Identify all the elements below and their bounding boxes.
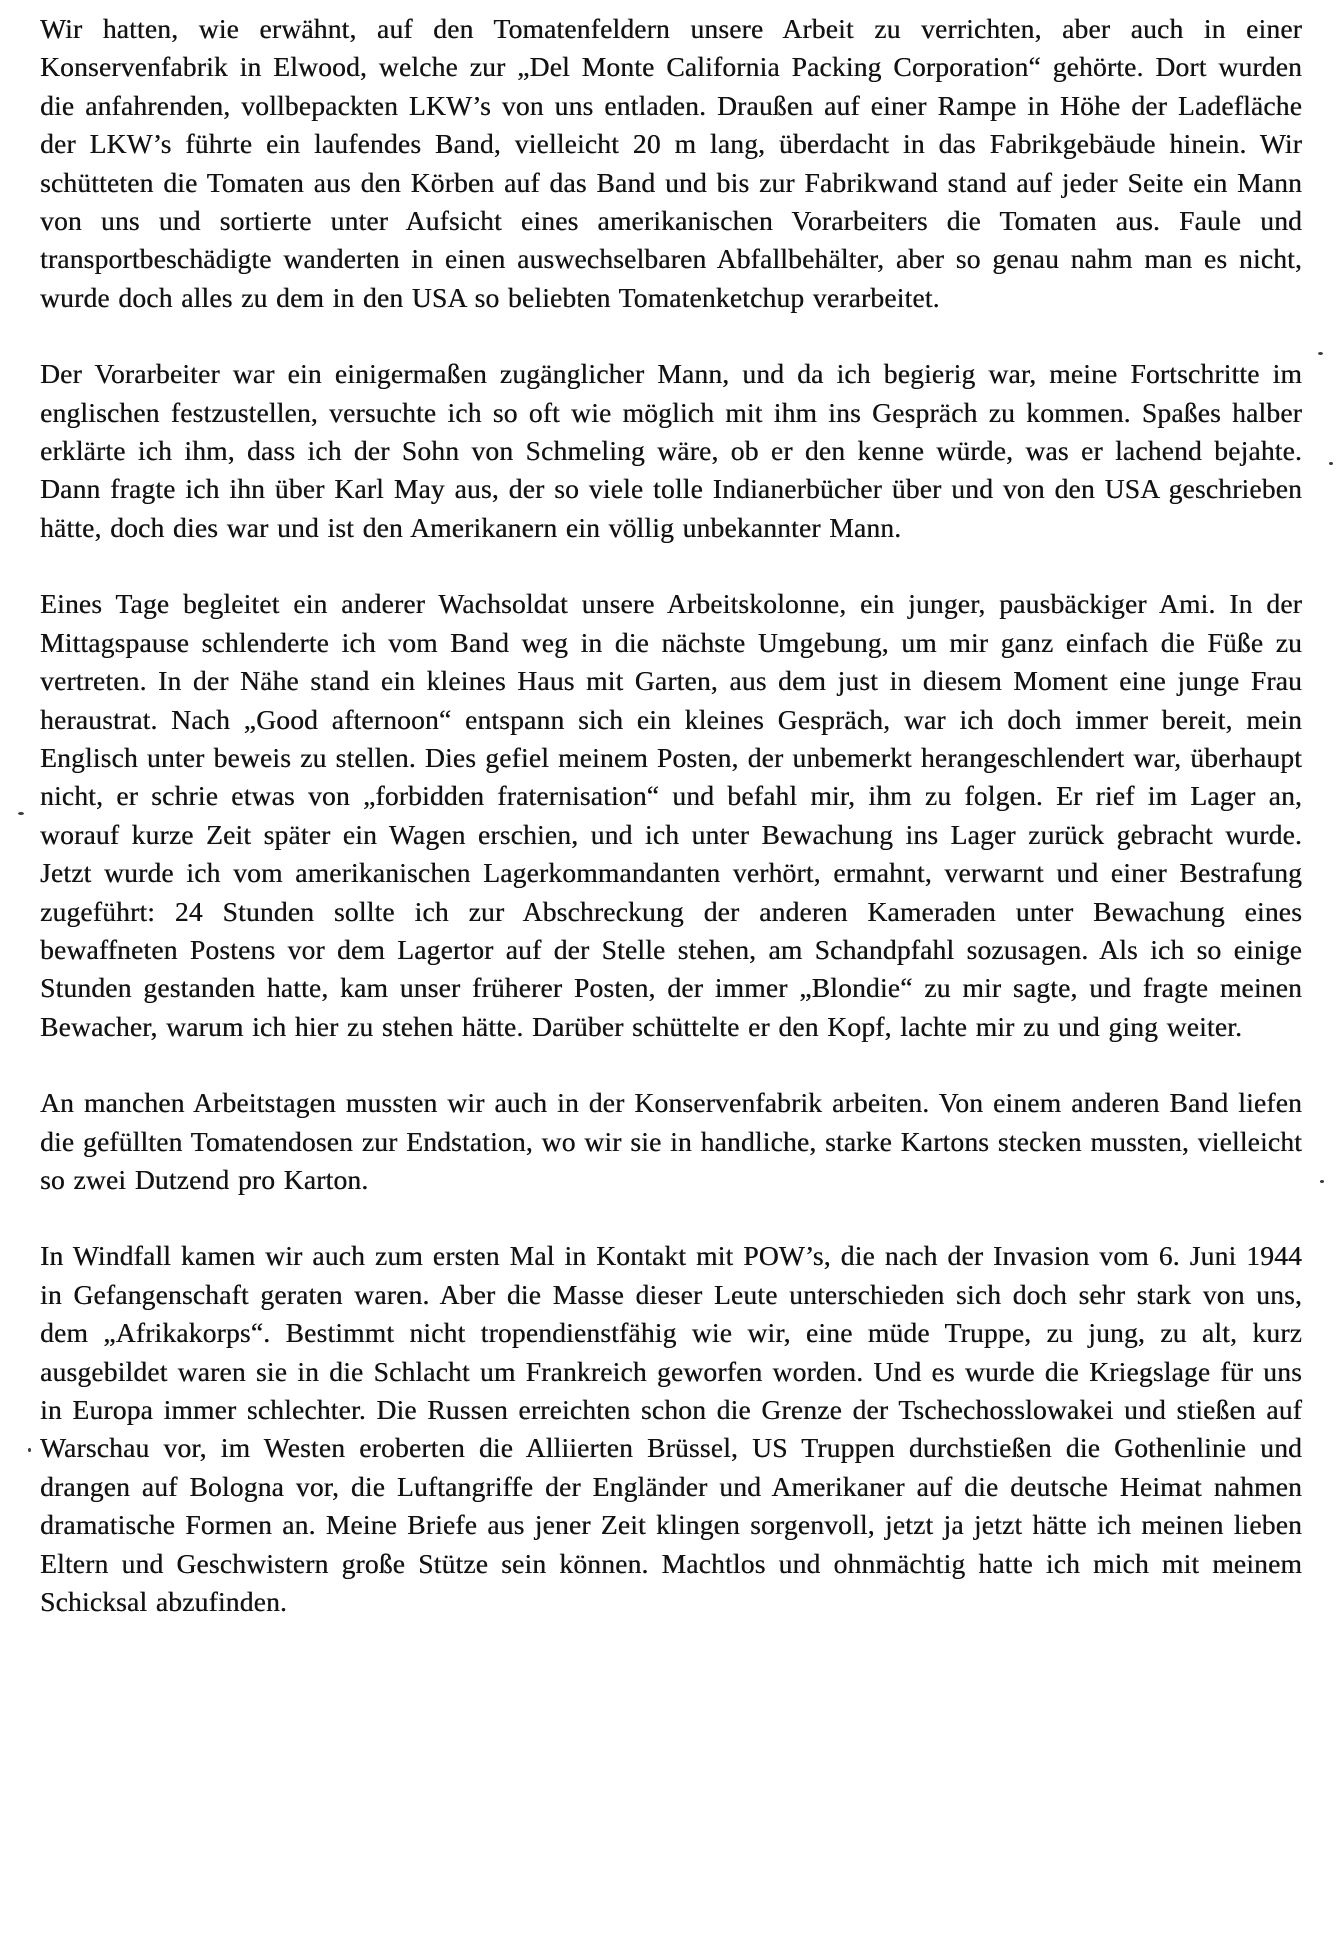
paragraph-guard-incident-punishment: Eines Tage begleitet ein anderer Wachsoldat unsere Arbeitskolonne, ein junger, pausbäckiger Ami. In der Mittagspause schlenderte ich vom Band weg in die nächste Umgebung, um mir ganz einfach die Füße zu vertreten. In der Nähe stand ein kleines Haus mit Garten, aus dem just in diesem Moment eine junge Frau heraustrat. Nach „Good afternoon“ entspann sich ein kleines Gespräch, war ich doch immer bereit, mein Englisch unter beweis zu stellen. Dies gefiel meinem Posten, der unbemerkt herangeschlendert war, überhaupt nicht, er schrie etwas von „forbidden fraternisation“ und befahl mir, ihm zu folgen. Er rief im Lager an, worauf kurze Zeit später ein Wagen erschien, und ich unter Bewachung ins Lager zurück gebracht wurde. Jetzt wurde ich vom amerikanischen Lagerkommandanten verhört, ermahnt, verwarnt und einer Bestrafung zugeführt: 24 Stunden sollte ich zur Abschreckung der anderen Kameraden unter Bewachung eines bewaffneten Postens vor dem Lagertor auf der Stelle stehen, am Schandpfahl sozusagen. Als ich so einige Stunden gestanden hatte, kam unser früherer Posten, der immer „Blondie“ zu mir sagte, und fragte meinen Bewacher, warum ich hier zu stehen hätte. Darüber schüttelte er den Kopf, lachte mir zu und ging weiter. (40, 588, 1302, 1042)
scan-speck (18, 812, 24, 815)
scan-speck (1320, 1180, 1324, 1183)
paragraph-cannery-cartons: An manchen Arbeitstagen mussten wir auch in der Konservenfabrik arbeiten. Von einem anderen Band liefen die gefüllten Tomatendosen zur Endstation, wo wir sie in handliche, starke Kartons stecken mussten, vielleicht so zwei Dutzend pro Karton. (40, 1087, 1302, 1195)
paragraph-foreman-conversations: Der Vorarbeiter war ein einigermaßen zugänglicher Mann, und da ich begierig war, meine Fortschritte im englischen festzustellen, versuchte ich so oft wie möglich mit ihm ins Gespräch zu kommen. Spaßes halber erklärte ich ihm, dass ich der Sohn von Schmeling wäre, ob er den kenne würde, was er lachend bejahte. Dann fragte ich ihn über Karl May aus, der so viele tolle Indianerbücher über und von den USA geschrieben hätte, doch dies war und ist den Amerikanern ein völlig unbekannter Mann. (40, 358, 1302, 543)
document-page (40, 10, 1302, 1621)
paragraph-pows-war-situation: In Windfall kamen wir auch zum ersten Mal in Kontakt mit POW’s, die nach der Invasion vom 6. Juni 1944 in Gefangenschaft geraten waren. Aber die Masse dieser Leute unterschieden sich doch sehr stark von uns, dem „Afrikakorps“. Bestimmt nicht tropendienstfähig wie wir, eine müde Truppe, zu jung, zu alt, kurz ausgebildet waren sie in die Schlacht um Frankreich geworfen worden. Und es wurde die Kriegslage für uns in Europa immer schlechter. Die Russen erreichten schon die Grenze der Tschechosslowakei und stießen auf Warschau vor, im Westen eroberten die Alliierten Brüssel, US Truppen durchstießen die Gothenlinie und drangen auf Bologna vor, die Luftangriffe der Engländer und Amerikaner auf die deutsche Heimat nahmen dramatische Formen an. Meine Briefe aus jener Zeit klingen sorgenvoll, jetzt ja jetzt hätte ich meinen lieben Eltern und Geschwistern große Stütze sein können. Machtlos und ohnmächtig hatte ich mich mit meinem Schicksal abzufinden. (40, 1240, 1302, 1618)
paragraph-tomato-fields-cannery: Wir hatten, wie erwähnt, auf den Tomatenfeldern unsere Arbeit zu verrichten, aber auch in einer Konservenfabrik in Elwood, welche zur „Del Monte California Packing Corporation“ gehörte. Dort wurden die anfahrenden, vollbepackten LKW’s von uns entladen. Draußen auf einer Rampe in Höhe der Ladefläche der LKW’s führte ein laufendes Band, vielleicht 20 m lang, überdacht in das Fabrikgebäude hinein. Wir schütteten die Tomaten aus den Körben auf das Band und bis zur Fabrikwand stand auf jeder Seite ein Mann von uns und sortierte unter Aufsicht eines amerikanischen Vorarbeiters die Tomaten aus. Faule und transportbeschädigte wanderten in einen auswechselbaren Abfallbehälter, aber so genau nahm man es nicht, wurde doch alles zu dem in den USA so beliebten Tomatenketchup verarbeitet. (40, 13, 1302, 313)
scan-speck (1329, 462, 1333, 465)
scan-speck (28, 1448, 31, 1452)
scan-speck (1318, 352, 1323, 355)
